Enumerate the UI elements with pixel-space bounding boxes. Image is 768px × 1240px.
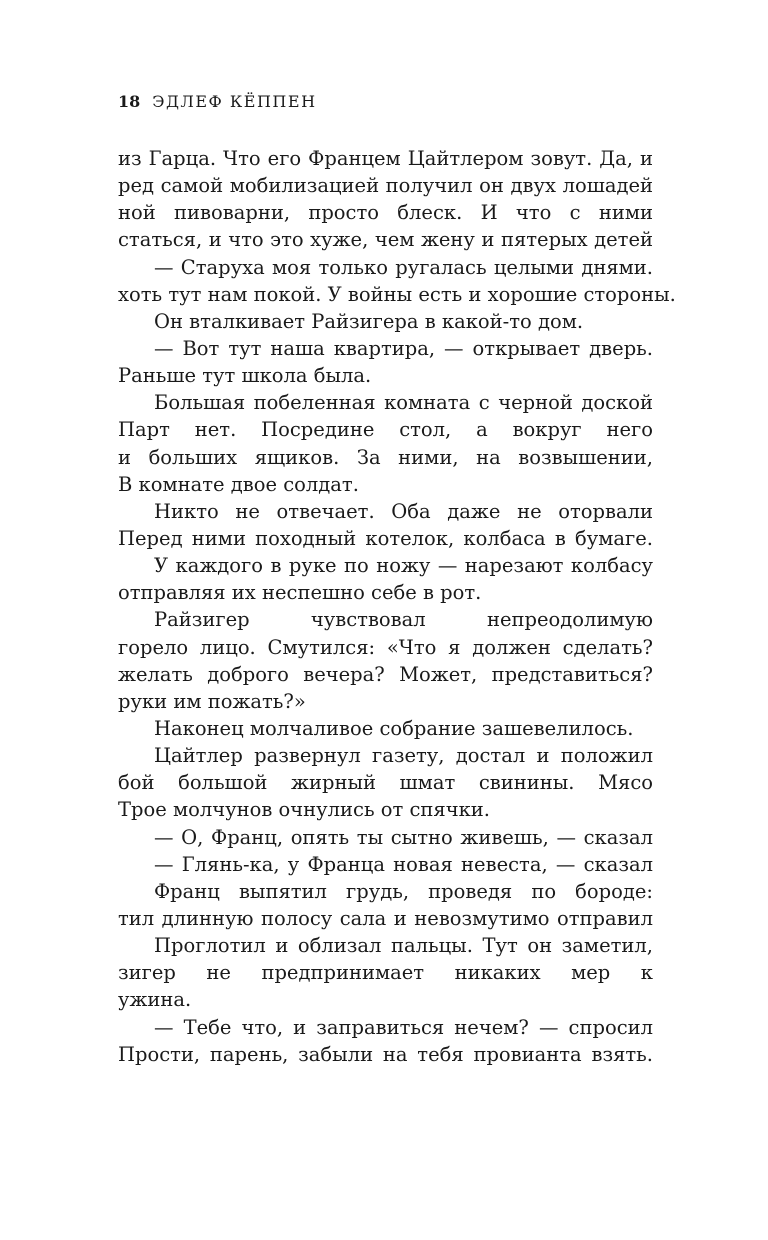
text-line: Трое молчунов очнулись от спячки. [118, 798, 490, 822]
running-title: ЭДЛЕФ КЁППЕН [152, 92, 317, 111]
text-line: бой большой жирный шмат свинины. Мясо [118, 771, 653, 795]
text-line: Прости, парень, забыли на тебя провианта взять. [118, 1042, 653, 1066]
text-line: — О, Франц, опять ты сытно живешь, — сказал [154, 825, 653, 849]
text-line: Франц выпятил грудь, проведя по бороде: [154, 879, 653, 903]
text-line: руки им пожать?» [118, 689, 306, 713]
text-line: Большая побеленная комната с черной доской [154, 391, 653, 415]
text-line: отправляя их неспешно себе в рот. [118, 581, 482, 605]
page-number: 18 [118, 92, 141, 111]
text-line: хоть тут нам покой. У войны есть и хорошие стороны. [118, 282, 676, 306]
text-line: горело лицо. Смутился: «Что я должен сделать? [118, 635, 653, 659]
text-line: Перед ними походный котелок, колбаса в бумаге. [118, 526, 653, 550]
text-line: желать доброго вечера? Может, представиться? [118, 662, 653, 686]
text-line: Наконец молчаливое собрание зашевелилось. [154, 716, 634, 740]
text-line: — Старуха моя только ругалась целыми днями. [154, 255, 653, 279]
text-line: Цайтлер развернул газету, достал и положил [154, 744, 653, 768]
text-line: ной пивоварни, просто блеск. И что с ними [118, 201, 653, 225]
text-line: из Гарца. Что его Францем Цайтлером зовут. Да, и [118, 147, 653, 170]
text-line: — Вот тут наша квартира, — открывает дверь. [154, 336, 653, 360]
text-line: Райзигер чувствовал непреодолимую [154, 608, 653, 632]
text-line: Парт нет. Посредине стол, а вокруг него [118, 418, 653, 442]
running-header [118, 92, 317, 111]
text-line: зигер не предпринимает никаких мер к [118, 961, 653, 985]
text-line: Он вталкивает Райзигера в какой-то дом. [154, 309, 584, 333]
text-line: тил длинную полосу сала и невозмутимо отправил [118, 906, 653, 930]
text-line: Проглотил и облизал пальцы. Тут он заметил, [154, 934, 653, 958]
text-line: статься, и что это хуже, чем жену и пятерых детей [118, 228, 653, 252]
text-line: У каждого в руке по ножу — нарезают колбасу [154, 554, 653, 578]
text-line: ред самой мобилизацией получил он двух лошадей [118, 174, 653, 198]
body-text [118, 145, 676, 1068]
text-line: Раньше тут школа была. [118, 364, 372, 388]
text-line: и больших ящиков. За ними, на возвышении, [118, 445, 653, 469]
text-line: — Тебе что, и заправиться нечем? — спросил [154, 1015, 653, 1039]
text-line: — Глянь-ка, у Франца новая невеста, — сказал [154, 852, 653, 876]
text-line: Никто не отвечает. Оба даже не оторвали [154, 499, 653, 523]
text-line: ужина. [118, 988, 192, 1012]
text-line: В комнате двое солдат. [118, 472, 359, 496]
